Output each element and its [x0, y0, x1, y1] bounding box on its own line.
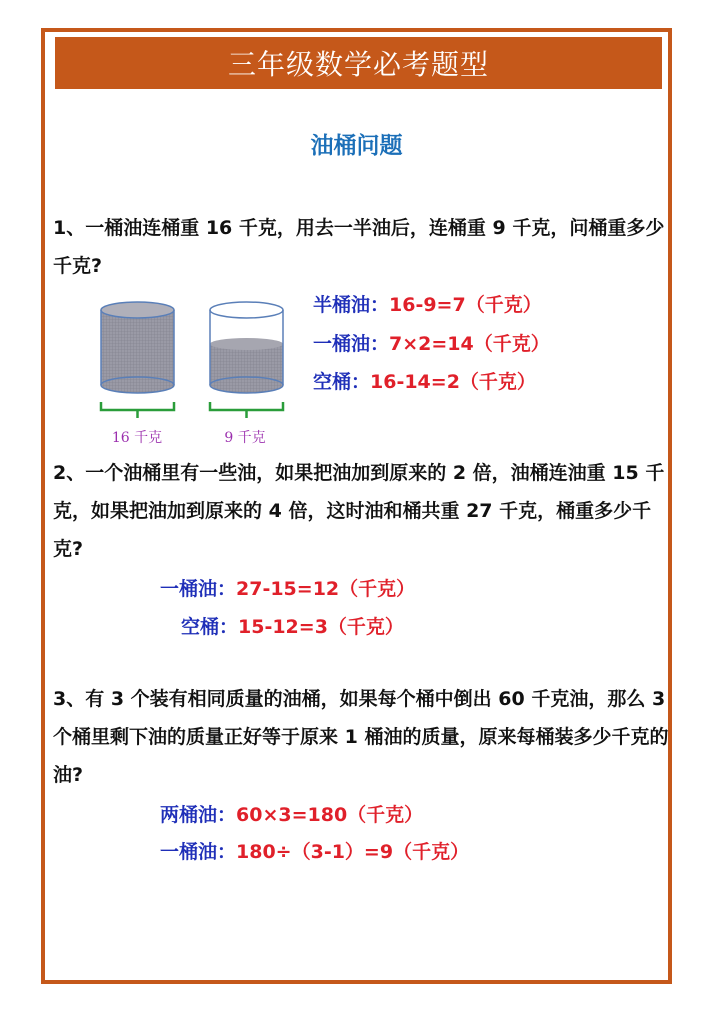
problem-3-answer-2: [160, 837, 469, 864]
answer-label: 一桶油：: [160, 578, 237, 600]
answer-value: 16-14=2（千克）: [370, 371, 536, 393]
answer-value: 7×2=14（千克）: [389, 333, 550, 355]
answer-value: 180÷（3-1）=9（千克）: [236, 841, 470, 863]
full-barrel-caption: 16 千克: [111, 430, 163, 446]
oil-barrel-figure: [85, 292, 335, 452]
answer-value: 15-12=3（千克）: [238, 616, 404, 638]
problem-2-text: 2、一个油桶里有一些油，如果把油加到原来的 2 倍，油桶连油重 15 千克，如果把油加到原来的 4 倍，这时油和桶共重 27 千克，桶重多少千克?: [53, 462, 665, 560]
answer-label: 一桶油：: [313, 333, 390, 355]
answer-value: 60×3=180（千克）: [236, 804, 424, 826]
problem-1-answer-1: [313, 290, 542, 317]
answer-value: 27-15=12（千克）: [236, 578, 416, 600]
section-title: 油桶问题: [310, 133, 403, 159]
problem-2-answer-2: [181, 612, 404, 639]
oil-barrel-diagram: [85, 292, 335, 452]
header-title: 三年级数学必考题型: [227, 48, 489, 81]
half-bracket: [210, 402, 283, 418]
full-barrel: [101, 302, 174, 393]
full-bracket: [101, 402, 174, 418]
answer-label: 半桶油：: [313, 294, 390, 316]
header-banner: [55, 37, 662, 89]
answer-label: 空桶：: [181, 616, 239, 638]
problem-1-answer-2: [313, 329, 550, 356]
problem-1-answer-3: [313, 367, 536, 394]
answer-label: 一桶油：: [160, 841, 237, 863]
answer-label: 两桶油：: [160, 804, 237, 826]
page-frame: [41, 28, 672, 984]
half-barrel: [210, 302, 283, 393]
problem-3-answer-1: [160, 800, 423, 827]
half-barrel-caption: 9 千克: [224, 430, 266, 446]
problem-2-answer-1: [160, 574, 415, 601]
problem-1-text: 1、一桶油连桶重 16 千克，用去一半油后，连桶重 9 千克，问桶重多少千克?: [53, 217, 665, 277]
answer-label: 空桶：: [313, 371, 371, 393]
problem-3-text: 3、有 3 个装有相同质量的油桶，如果每个桶中倒出 60 千克油，那么 3 个桶里剩下油的质量正好等于原来 1 桶油的质量，原来每桶装多少千克的油?: [53, 688, 669, 786]
answer-value: 16-9=7（千克）: [389, 294, 542, 316]
